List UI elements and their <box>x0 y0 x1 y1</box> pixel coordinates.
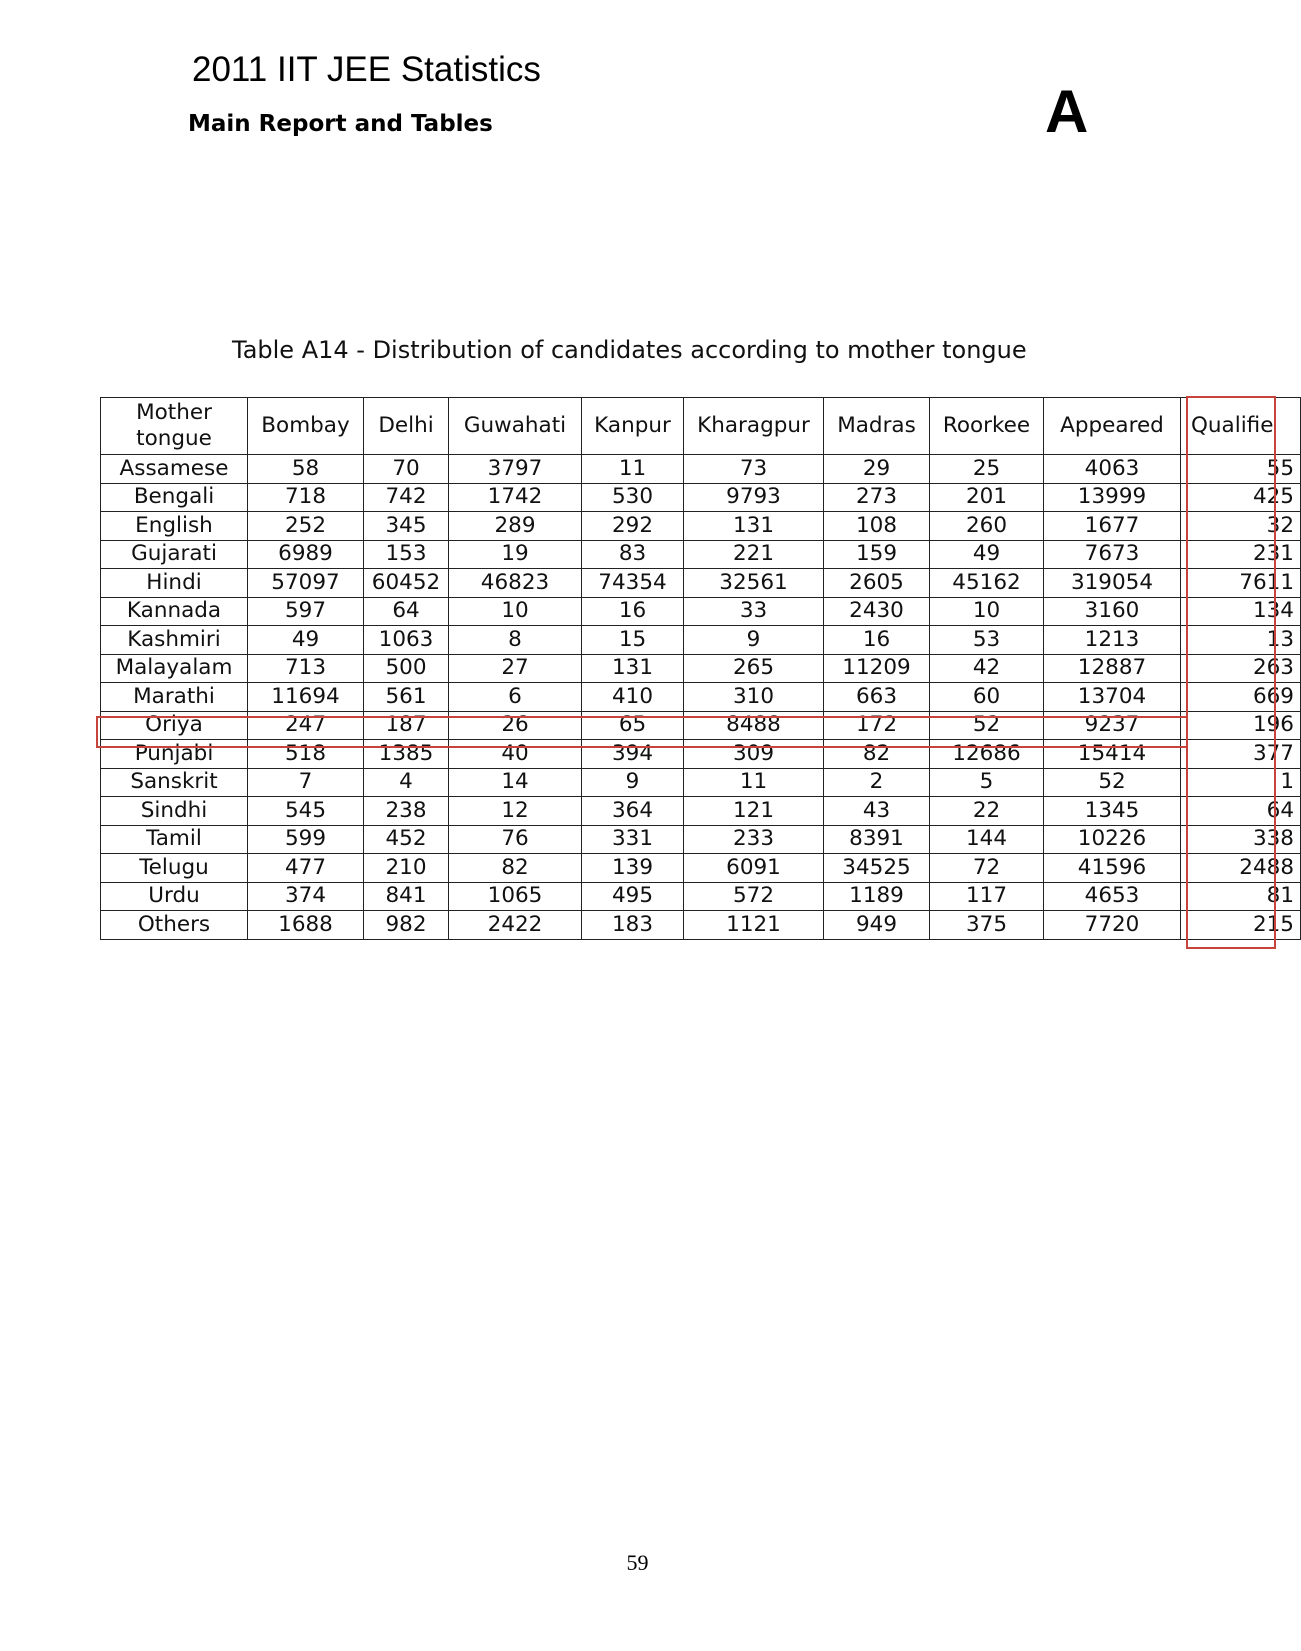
column-header: Madras <box>824 398 930 455</box>
table-cell: 1213 <box>1044 626 1181 655</box>
table-cell: 139 <box>582 854 684 883</box>
table-row <box>101 768 1301 797</box>
row-label-cell: Others <box>101 911 248 940</box>
table-cell: 1688 <box>248 911 364 940</box>
table-cell: 74354 <box>582 569 684 598</box>
table-cell: 2422 <box>449 911 582 940</box>
table-cell: 153 <box>364 540 449 569</box>
table-row <box>101 854 1301 883</box>
table-cell: 11694 <box>248 683 364 712</box>
table-cell: 60452 <box>364 569 449 598</box>
table-cell: 83 <box>582 540 684 569</box>
table-cell: 11 <box>684 768 824 797</box>
column-header: Delhi <box>364 398 449 455</box>
table-cell: 210 <box>364 854 449 883</box>
table-cell: 108 <box>824 512 930 541</box>
table-row <box>101 797 1301 826</box>
document-subtitle: Main Report and Tables <box>188 111 493 137</box>
table-cell: 310 <box>684 683 824 712</box>
table-cell: 27 <box>449 654 582 683</box>
table-cell: 43 <box>824 797 930 826</box>
row-label-cell: Kashmiri <box>101 626 248 655</box>
table-cell: 12686 <box>930 740 1044 769</box>
table-cell: 196 <box>1181 711 1301 740</box>
table-body <box>101 455 1301 940</box>
table-cell: 425 <box>1181 483 1301 512</box>
column-header: Appeared <box>1044 398 1181 455</box>
table-cell: 42 <box>930 654 1044 683</box>
table-cell: 4 <box>364 768 449 797</box>
table-cell: 187 <box>364 711 449 740</box>
table-row <box>101 597 1301 626</box>
table-cell: 52 <box>1044 768 1181 797</box>
table-cell: 29 <box>824 455 930 484</box>
row-label-cell: Hindi <box>101 569 248 598</box>
table-cell: 13704 <box>1044 683 1181 712</box>
table-caption: Table A14 - Distribution of candidates according to mother tongue <box>232 336 1027 364</box>
table-cell: 263 <box>1181 654 1301 683</box>
table-cell: 4653 <box>1044 882 1181 911</box>
column-header: Mother tongue <box>101 398 248 455</box>
table-cell: 6 <box>449 683 582 712</box>
table-row <box>101 483 1301 512</box>
row-label-cell: Bengali <box>101 483 248 512</box>
table-cell: 572 <box>684 882 824 911</box>
table-cell: 545 <box>248 797 364 826</box>
row-label-cell: Malayalam <box>101 654 248 683</box>
table-cell: 8391 <box>824 825 930 854</box>
table-cell: 1742 <box>449 483 582 512</box>
table-cell: 10226 <box>1044 825 1181 854</box>
table-cell: 5 <box>930 768 1044 797</box>
table-cell: 144 <box>930 825 1044 854</box>
section-letter: A <box>1045 78 1089 145</box>
table-cell: 10 <box>449 597 582 626</box>
table-row <box>101 512 1301 541</box>
table-cell: 64 <box>364 597 449 626</box>
table-cell: 70 <box>364 455 449 484</box>
document-title: 2011 IIT JEE Statistics <box>192 50 541 89</box>
row-label-cell: Tamil <box>101 825 248 854</box>
table-cell: 11209 <box>824 654 930 683</box>
table-cell: 375 <box>930 911 1044 940</box>
table-cell: 4063 <box>1044 455 1181 484</box>
table-cell: 530 <box>582 483 684 512</box>
table-cell: 64 <box>1181 797 1301 826</box>
table-cell: 233 <box>684 825 824 854</box>
table-cell: 53 <box>930 626 1044 655</box>
table-cell: 15414 <box>1044 740 1181 769</box>
table-cell: 57097 <box>248 569 364 598</box>
table-cell: 518 <box>248 740 364 769</box>
table-cell: 11 <box>582 455 684 484</box>
table-cell: 159 <box>824 540 930 569</box>
table-row <box>101 455 1301 484</box>
table-cell: 338 <box>1181 825 1301 854</box>
row-label-cell: Kannada <box>101 597 248 626</box>
table-cell: 9 <box>582 768 684 797</box>
column-header: Kanpur <box>582 398 684 455</box>
table-cell: 9237 <box>1044 711 1181 740</box>
table-cell: 41596 <box>1044 854 1181 883</box>
table-cell: 25 <box>930 455 1044 484</box>
table-cell: 3160 <box>1044 597 1181 626</box>
table-cell: 82 <box>824 740 930 769</box>
table-cell: 131 <box>684 512 824 541</box>
table-row <box>101 683 1301 712</box>
table-cell: 1677 <box>1044 512 1181 541</box>
table-cell: 663 <box>824 683 930 712</box>
table-cell: 599 <box>248 825 364 854</box>
table-row <box>101 825 1301 854</box>
table-row <box>101 740 1301 769</box>
table-cell: 7611 <box>1181 569 1301 598</box>
row-label-cell: English <box>101 512 248 541</box>
table-cell: 1345 <box>1044 797 1181 826</box>
table-cell: 374 <box>248 882 364 911</box>
table-cell: 742 <box>364 483 449 512</box>
table-row <box>101 882 1301 911</box>
table-cell: 1121 <box>684 911 824 940</box>
table-cell: 32561 <box>684 569 824 598</box>
table-cell: 231 <box>1181 540 1301 569</box>
table-cell: 3797 <box>449 455 582 484</box>
table-cell: 49 <box>248 626 364 655</box>
table-header-row <box>101 398 1301 455</box>
row-label-cell: Oriya <box>101 711 248 740</box>
table-cell: 292 <box>582 512 684 541</box>
table-cell: 2605 <box>824 569 930 598</box>
table-cell: 46823 <box>449 569 582 598</box>
table-cell: 500 <box>364 654 449 683</box>
column-header: Roorkee <box>930 398 1044 455</box>
table-cell: 55 <box>1181 455 1301 484</box>
table-cell: 2488 <box>1181 854 1301 883</box>
table-cell: 1065 <box>449 882 582 911</box>
table-cell: 561 <box>364 683 449 712</box>
table-cell: 58 <box>248 455 364 484</box>
table-cell: 452 <box>364 825 449 854</box>
row-label-cell: Gujarati <box>101 540 248 569</box>
table-cell: 73 <box>684 455 824 484</box>
table-cell: 49 <box>930 540 1044 569</box>
table-cell: 82 <box>449 854 582 883</box>
table-row <box>101 626 1301 655</box>
table-cell: 121 <box>684 797 824 826</box>
table-row <box>101 569 1301 598</box>
table-cell: 477 <box>248 854 364 883</box>
table-row <box>101 911 1301 940</box>
table-cell: 33 <box>684 597 824 626</box>
row-label-cell: Punjabi <box>101 740 248 769</box>
table-cell: 7673 <box>1044 540 1181 569</box>
table-cell: 60 <box>930 683 1044 712</box>
table-cell: 265 <box>684 654 824 683</box>
table-cell: 289 <box>449 512 582 541</box>
table-cell: 183 <box>582 911 684 940</box>
row-label-cell: Sanskrit <box>101 768 248 797</box>
table-cell: 117 <box>930 882 1044 911</box>
table-cell: 597 <box>248 597 364 626</box>
table-cell: 16 <box>824 626 930 655</box>
page-number: 59 <box>626 1550 649 1575</box>
row-label-cell: Assamese <box>101 455 248 484</box>
table-cell: 40 <box>449 740 582 769</box>
table-cell: 215 <box>1181 911 1301 940</box>
table-cell: 52 <box>930 711 1044 740</box>
column-header: Kharagpur <box>684 398 824 455</box>
table-cell: 364 <box>582 797 684 826</box>
table-cell: 2 <box>824 768 930 797</box>
table-cell: 1063 <box>364 626 449 655</box>
table-cell: 172 <box>824 711 930 740</box>
table-cell: 76 <box>449 825 582 854</box>
table-cell: 201 <box>930 483 1044 512</box>
table-cell: 495 <box>582 882 684 911</box>
table-row <box>101 540 1301 569</box>
table-cell: 410 <box>582 683 684 712</box>
table-row <box>101 711 1301 740</box>
table-cell: 16 <box>582 597 684 626</box>
table-cell: 15 <box>582 626 684 655</box>
table-cell: 718 <box>248 483 364 512</box>
table-cell: 8 <box>449 626 582 655</box>
row-label-cell: Telugu <box>101 854 248 883</box>
row-label-cell: Urdu <box>101 882 248 911</box>
table-cell: 10 <box>930 597 1044 626</box>
table-cell: 713 <box>248 654 364 683</box>
table-row <box>101 654 1301 683</box>
table-container <box>100 397 1294 940</box>
table-cell: 6091 <box>684 854 824 883</box>
table-cell: 669 <box>1181 683 1301 712</box>
table-cell: 2430 <box>824 597 930 626</box>
table-cell: 7 <box>248 768 364 797</box>
table-cell: 19 <box>449 540 582 569</box>
table-cell: 221 <box>684 540 824 569</box>
row-label-cell: Sindhi <box>101 797 248 826</box>
table-cell: 7720 <box>1044 911 1181 940</box>
table-cell: 26 <box>449 711 582 740</box>
table-cell: 12887 <box>1044 654 1181 683</box>
table-cell: 1385 <box>364 740 449 769</box>
table-cell: 34525 <box>824 854 930 883</box>
row-label-cell: Marathi <box>101 683 248 712</box>
table-cell: 331 <box>582 825 684 854</box>
table-cell: 309 <box>684 740 824 769</box>
table-cell: 65 <box>582 711 684 740</box>
table-cell: 260 <box>930 512 1044 541</box>
table-cell: 45162 <box>930 569 1044 598</box>
mother-tongue-table <box>100 397 1301 940</box>
table-cell: 394 <box>582 740 684 769</box>
table-cell: 982 <box>364 911 449 940</box>
table-cell: 252 <box>248 512 364 541</box>
table-cell: 22 <box>930 797 1044 826</box>
table-cell: 81 <box>1181 882 1301 911</box>
table-cell: 319054 <box>1044 569 1181 598</box>
column-header: Qualifie <box>1181 398 1301 455</box>
table-cell: 238 <box>364 797 449 826</box>
table-cell: 1 <box>1181 768 1301 797</box>
table-cell: 9793 <box>684 483 824 512</box>
column-header: Guwahati <box>449 398 582 455</box>
table-cell: 14 <box>449 768 582 797</box>
table-cell: 1189 <box>824 882 930 911</box>
table-cell: 949 <box>824 911 930 940</box>
column-header: Bombay <box>248 398 364 455</box>
table-cell: 12 <box>449 797 582 826</box>
table-cell: 72 <box>930 854 1044 883</box>
table-cell: 247 <box>248 711 364 740</box>
table-cell: 8488 <box>684 711 824 740</box>
table-cell: 345 <box>364 512 449 541</box>
table-cell: 134 <box>1181 597 1301 626</box>
table-cell: 9 <box>684 626 824 655</box>
table-cell: 32 <box>1181 512 1301 541</box>
table-cell: 131 <box>582 654 684 683</box>
table-cell: 273 <box>824 483 930 512</box>
table-cell: 841 <box>364 882 449 911</box>
table-cell: 13999 <box>1044 483 1181 512</box>
table-cell: 6989 <box>248 540 364 569</box>
table-cell: 13 <box>1181 626 1301 655</box>
table-cell: 377 <box>1181 740 1301 769</box>
